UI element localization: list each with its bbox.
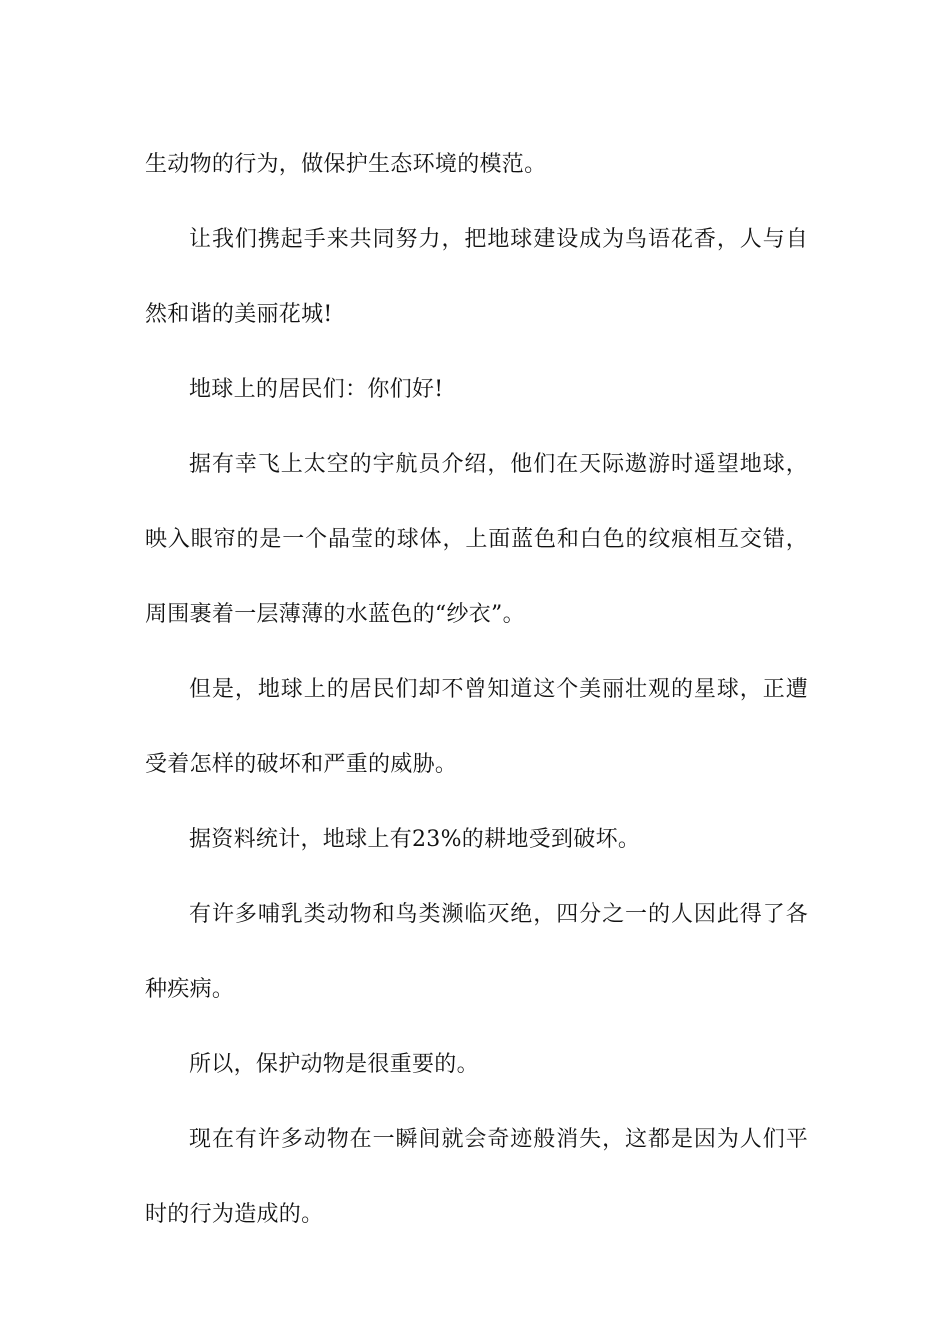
paragraph-continuation: 生动物的行为，做保护生态环境的模范。 <box>145 152 547 177</box>
paragraph-disappearance: 现在有许多动物在一瞬间就会奇迹般消失，这都是因为人们平时的行为造成的。 <box>145 1127 808 1227</box>
paragraph-threat: 但是，地球上的居民们却不曾知道这个美丽壮观的星球，正遭受着怎样的破坏和严重的威胁。 <box>145 677 808 777</box>
paragraph-importance: 所以，保护动物是很重要的。 <box>189 1052 479 1077</box>
paragraph-astronaut-view: 据有幸飞上太空的宇航员介绍，他们在天际遨游时遥望地球，映入眼帘的是一个晶莹的球体，上面蓝色和白色的纹痕相互交错，周围裹着一层薄薄的水蓝色的“纱衣”。 <box>145 452 808 627</box>
paragraph-salutation: 地球上的居民们：你们好! <box>189 377 444 402</box>
paragraph-call-to-action: 让我们携起手来共同努力，把地球建设成为鸟语花香，人与自然和谐的美丽花城! <box>145 227 808 327</box>
document-body <box>145 127 808 1252</box>
paragraph-extinction: 有许多哺乳类动物和鸟类濒临灭绝，四分之一的人因此得了各种疾病。 <box>145 902 808 1002</box>
paragraph-statistics: 据资料统计，地球上有23%的耕地受到破坏。 <box>189 827 641 852</box>
